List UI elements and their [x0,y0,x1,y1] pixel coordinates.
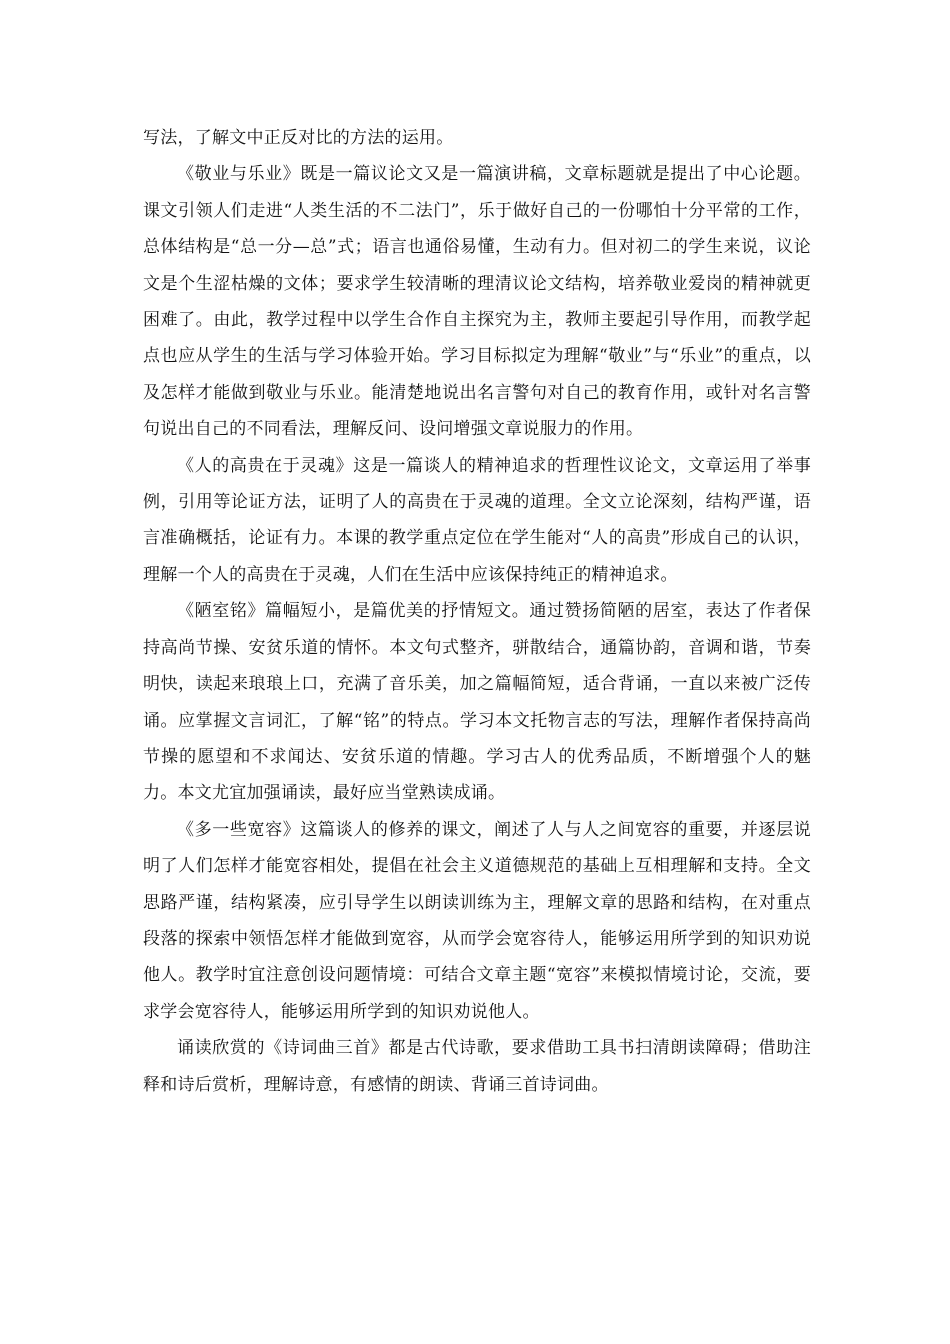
paragraph-jingye-yu-leye: 《敬业与乐业》既是一篇议论文又是一篇演讲稿，文章标题就是提出了中心论题。课文引领人们走进“人类生活的不二法门”，乐于做好自己的一份哪怕十分平常的工作，总体结构是“总一分—总”式；语言也通俗易懂，生动有力。但对初二的学生来说，议论文是个生涩枯燥的文体；要求学生较清晰的理清议论文结构，培养敬业爱岗的精神就更困难了。由此，教学过程中以学生合作自主探究为主，教师主要起引导作用，而教学起点也应从学生的生活与学习体验开始。学习目标拟定为理解“敬业”与“乐业”的重点，以及怎样才能做到敬业与乐业。能清楚地说出名言警句对自己的教育作用，或针对名言警句说出自己的不同看法，理解反问、设问增强文章说服力的作用。 [143,164,811,440]
paragraph-loushi-ming: 《陋室铭》篇幅短小，是篇优美的抒情短文。通过赞扬简陋的居室，表达了作者保持高尚节操、安贫乐道的情怀。本文句式整齐，骈散结合，通篇协韵，音调和谐，节奏明快，读起来琅琅上口，充满了音乐美，加之篇幅简短，适合背诵，一直以来被广泛传诵。应掌握文言词汇，了解“铭”的特点。学习本文托物言志的写法，理解作者保持高尚节操的愿望和不求闻达、安贫乐道的情趣。学习古人的优秀品质，不断增强个人的魅力。本文尤宜加强诵读，最好应当堂熟读成诵。 [143,601,811,804]
paragraph-shici-qu-sanshou: 诵读欣赏的《诗词曲三首》都是古代诗歌，要求借助工具书扫清朗读障碍；借助注释和诗后赏析，理解诗意，有感情的朗读、背诵三首诗词曲。 [143,1038,811,1095]
paragraph-continuation: 写法，了解文中正反对比的方法的运用。 [143,128,454,148]
document-body [143,120,811,1103]
paragraph-duo-yixie-kuanrong: 《多一些宽容》这篇谈人的修养的课文，阐述了人与人之间宽容的重要，并逐层说明了人们怎样才能宽容相处，提倡在社会主义道德规范的基础上互相理解和支持。全文思路严谨，结构紧凑，应引导学生以朗读训练为主，理解文章的思路和结构，在对重点段落的探索中领悟怎样才能做到宽容，从而学会宽容待人，能够运用所学到的知识劝说他人。教学时宜注意创设问题情境：可结合文章主题“宽容”来模拟情境讨论，交流，要求学会宽容待人，能够运用所学到的知识劝说他人。 [143,819,811,1022]
paragraph-ren-de-gaogui: 《人的高贵在于灵魂》这是一篇谈人的精神追求的哲理性议论文，文章运用了举事例，引用等论证方法，证明了人的高贵在于灵魂的道理。全文立论深刻，结构严谨，语言准确概括，论证有力。本课的教学重点定位在学生能对“人的高贵”形成自己的认识，理解一个人的高贵在于灵魂，人们在生活中应该保持纯正的精神追求。 [143,455,811,585]
